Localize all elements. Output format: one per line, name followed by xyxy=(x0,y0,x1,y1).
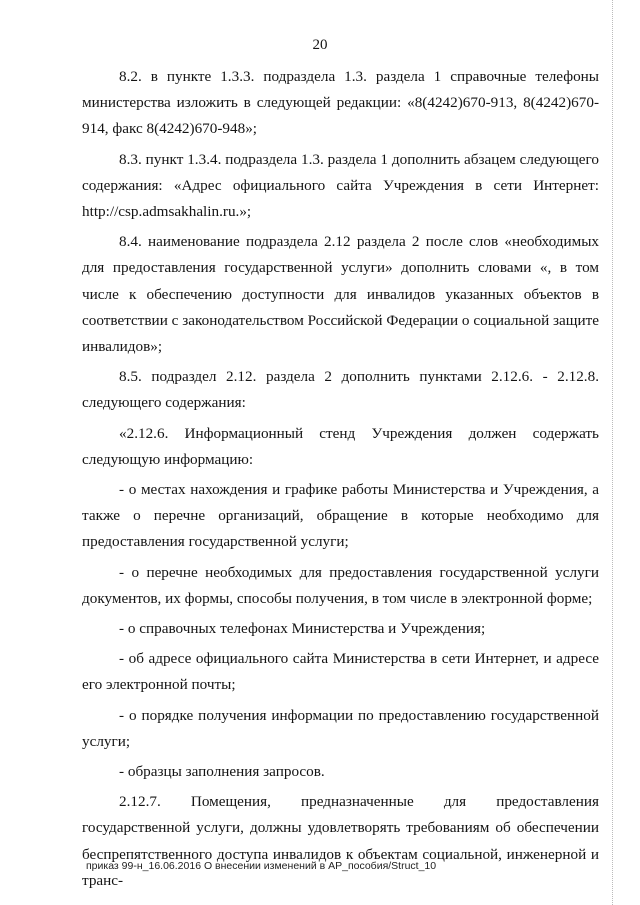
scan-edge-line xyxy=(612,0,613,905)
paragraph-8-4: 8.4. наименование подраздела 2.12 раздела 2 после слов «необходимых для предоставления государственной услуги» дополнить словами «, в том числе к обеспечению доступности для инвалидов указанных объектов в соответствии с законодательством Российской Федерации о социальной защите инвалидов»; xyxy=(82,233,599,356)
list-item-locations: - о местах нахождения и графике работы Министерства и Учреждения, а также о перечне организаций, обращение в которые необходимо для предоставления государственной услуги; xyxy=(82,481,599,551)
list-item-procedure: - о порядке получения информации по предоставлению государственной услуги; xyxy=(82,706,599,750)
list-item-website: - об адресе официального сайта Министерства в сети Интернет, и адресе его электронной почты; xyxy=(82,650,599,694)
list-item-samples: - образцы заполнения запросов. xyxy=(119,763,325,781)
document-body xyxy=(82,64,599,894)
paragraph-2-12-7: 2.12.7. Помещения, предназначенные для предоставления государственной услуги, должны удовлетворять требованиям об обеспечении беспрепятственного доступа инвалидов к объектам социальной, инженерной и транс- xyxy=(82,793,599,889)
list-item-documents: - о перечне необходимых для предоставления государственной услуги документов, их формы, способы получения, в том числе в электронной форме; xyxy=(82,563,599,607)
paragraph-2-12-6: «2.12.6. Информационный стенд Учреждения должен содержать следующую информацию: xyxy=(82,424,599,468)
document-footer: приказ 99-н_16.06.2016 О внесении изменений в АР_пособия/Struct_10 xyxy=(86,860,437,872)
paragraph-8-3: 8.3. пункт 1.3.4. подраздела 1.3. раздела 1 дополнить абзацем следующего содержания: «Адрес официального сайта Учреждения в сети Интернет: http://csp.admsakhalin.ru.»; xyxy=(82,150,599,221)
paragraph-8-5: 8.5. подраздел 2.12. раздела 2 дополнить пунктами 2.12.6. - 2.12.8. следующего содержания: xyxy=(82,368,599,412)
list-item-phones: - о справочных телефонах Министерства и Учреждения; xyxy=(119,620,486,638)
page-number: 20 xyxy=(312,37,328,53)
paragraph-8-2: 8.2. в пункте 1.3.3. подраздела 1.3. раздела 1 справочные телефоны министерства изложить в следующей редакции: «8(4242)670-913, 8(4242)670-914, факс 8(4242)670-948»; xyxy=(82,68,599,138)
